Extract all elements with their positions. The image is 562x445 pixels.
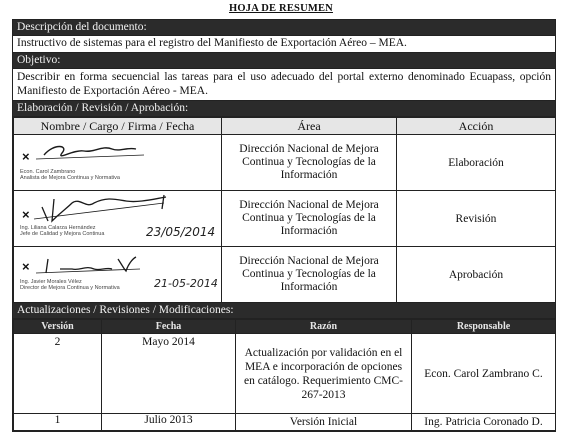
razon-cell: Versión Inicial — [236, 414, 412, 431]
objetivo-text: Describir en forma secuencial las tareas para el uso adecuado del portal externo denominado Ecuapass, opción Manifiesto de Exportación Aéreo - MEA. — [13, 69, 555, 101]
action-cell: Revisión — [397, 191, 556, 247]
actualizaciones-header: Actualizaciones / Revisiones / Modificaciones: — [13, 303, 555, 319]
signer-name: Econ. Carol Zambrano — [20, 169, 76, 175]
signature-1 — [14, 135, 222, 190]
signature-mark-icon: × — [22, 207, 30, 222]
descripcion-text: Instructivo de sistemas para el registro del Manifiesto de Exportación Aéreo – MEA. — [13, 36, 555, 53]
signature-cell — [14, 191, 222, 247]
version-row — [14, 414, 556, 431]
signature-cell — [14, 135, 222, 191]
approval-row — [14, 191, 556, 247]
objetivo-header: Objetivo: — [13, 53, 555, 69]
signature-date: 21-05-2014 — [154, 277, 218, 290]
col-nombre: Nombre / Cargo / Firma / Fecha — [14, 118, 222, 135]
signer-role: Analista de Mejora Continua y Normativa — [20, 175, 120, 181]
area-cell: Dirección Nacional de Mejora Continua y Tecnologías de la Información — [222, 191, 397, 247]
area-cell: Dirección Nacional de Mejora Continua y Tecnologías de la Información — [222, 247, 397, 303]
signature-cell — [14, 247, 222, 303]
versions-header-row — [14, 320, 556, 334]
signer-name: Ing. Liliana Calarza Hernández — [20, 225, 96, 231]
approval-header-row — [14, 118, 556, 135]
razon-cell: Actualización por validación en el MEA e incorporación de opciones en catálogo. Requerimiento CMC-267-2013 — [236, 334, 412, 414]
descripcion-header: Descripción del documento: — [13, 20, 555, 36]
action-cell: Elaboración — [397, 135, 556, 191]
summary-sheet — [12, 19, 556, 432]
version-cell: 1 — [14, 414, 102, 431]
signature-mark-icon: × — [22, 259, 30, 274]
action-cell: Aprobación — [397, 247, 556, 303]
col-version: Versión — [14, 320, 102, 334]
versions-table — [13, 319, 556, 431]
col-fecha: Fecha — [102, 320, 236, 334]
fecha-cell: Julio 2013 — [102, 414, 236, 431]
page-title: HOJA DE RESUMEN — [229, 3, 333, 14]
version-cell: 2 — [14, 334, 102, 414]
col-responsable: Responsable — [412, 320, 556, 334]
col-area: Área — [222, 118, 397, 135]
fecha-cell: Mayo 2014 — [102, 334, 236, 414]
signer-role: Jefe de Calidad y Mejora Continua — [20, 231, 105, 237]
signature-date: 23/05/2014 — [146, 225, 216, 239]
area-cell: Dirección Nacional de Mejora Continua y Tecnologías de la Información — [222, 135, 397, 191]
responsable-cell: Econ. Carol Zambrano C. — [412, 334, 556, 414]
signer-role: Director de Mejora Continua y Normativa — [20, 285, 120, 291]
approval-table — [13, 117, 556, 303]
col-accion: Acción — [397, 118, 556, 135]
responsable-cell: Ing. Patricia Coronado D. — [412, 414, 556, 431]
signer-name: Ing. Javier Morales Vélez — [20, 279, 82, 285]
col-razon: Razón — [236, 320, 412, 334]
signature-mark-icon: × — [22, 149, 30, 164]
approval-row — [14, 247, 556, 303]
elaboracion-header: Elaboración / Revisión / Aprobación: — [13, 101, 555, 117]
approval-row — [14, 135, 556, 191]
version-row — [14, 334, 556, 414]
signature-3 — [14, 247, 222, 302]
